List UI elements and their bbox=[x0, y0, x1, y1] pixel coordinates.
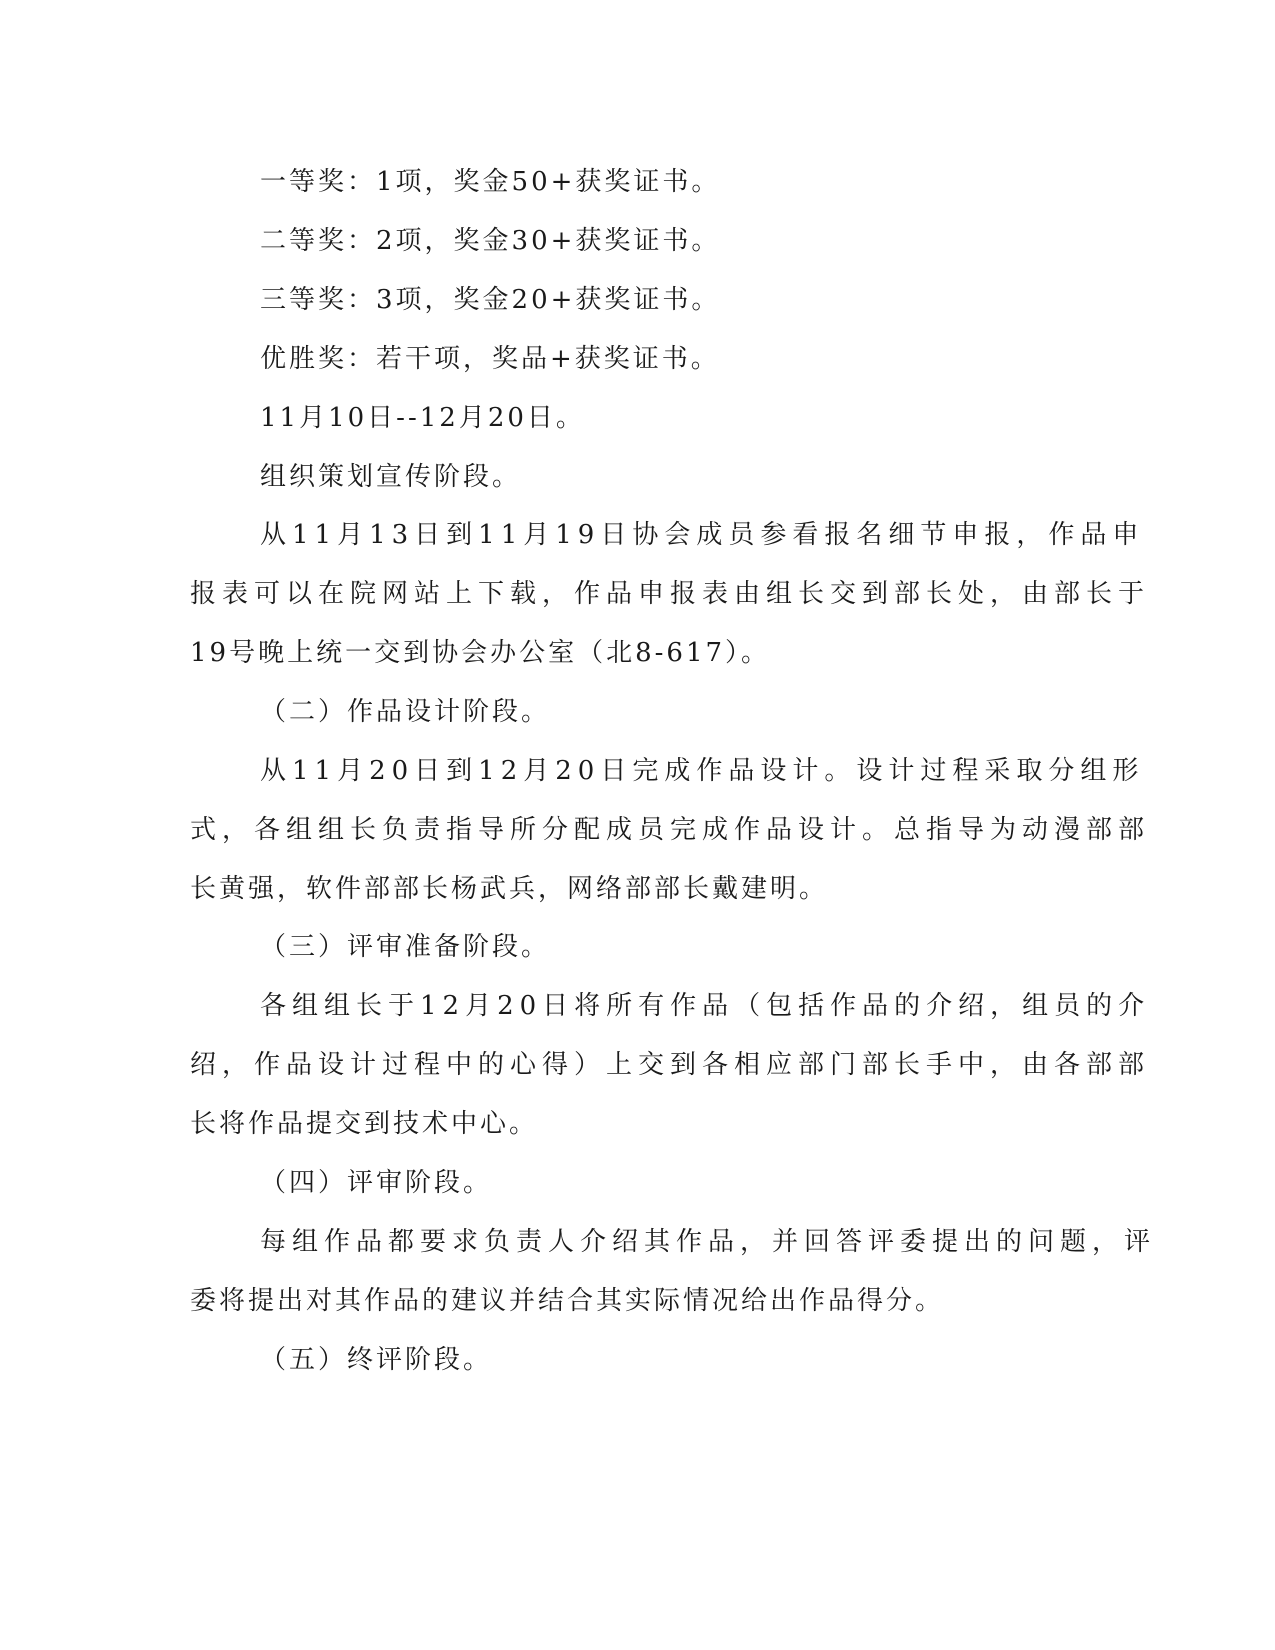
stage-heading-review-prep: （三）评审准备阶段。 bbox=[260, 932, 551, 962]
paragraph-line: 长黄强，软件部部长杨武兵，网络部部长戴建明。 bbox=[190, 874, 829, 904]
paragraph-line: 从11月20日到12月20日完成作品设计。设计过程采取分组形 bbox=[260, 756, 1145, 786]
award-merit-prize: 优胜奖：若干项，奖品+获奖证书。 bbox=[260, 344, 720, 374]
paragraph-line: 各组组长于12月20日将所有作品（包括作品的介绍，组员的介 bbox=[260, 991, 1151, 1021]
paragraph-line: 19号晚上统一交到协会办公室（北8-617）。 bbox=[190, 638, 771, 668]
paragraph-line: 从11月13日到11月19日协会成员参看报名细节申报，作品申 bbox=[260, 520, 1145, 550]
date-range: 11月10日--12月20日。 bbox=[260, 403, 585, 433]
paragraph-line: 式，各组组长负责指导所分配成员完成作品设计。总指导为动漫部部 bbox=[190, 815, 1151, 845]
stage-heading-design: （二）作品设计阶段。 bbox=[260, 697, 551, 727]
paragraph-line: 委将提出对其作品的建议并结合其实际情况给出作品得分。 bbox=[190, 1286, 945, 1316]
paragraph-line: 长将作品提交到技术中心。 bbox=[190, 1109, 539, 1139]
stage-heading-final-review: （五）终评阶段。 bbox=[260, 1345, 493, 1375]
stage-heading-review: （四）评审阶段。 bbox=[260, 1168, 493, 1198]
award-first-prize: 一等奖：1项，奖金50+获奖证书。 bbox=[260, 167, 721, 197]
stage-heading-planning: 组织策划宣传阶段。 bbox=[260, 462, 522, 492]
paragraph-line: 报表可以在院网站上下载，作品申报表由组长交到部长处，由部长于 bbox=[190, 579, 1151, 609]
paragraph-line: 每组作品都要求负责人介绍其作品，并回答评委提出的问题，评 bbox=[260, 1227, 1157, 1257]
award-second-prize: 二等奖：2项，奖金30+获奖证书。 bbox=[260, 226, 721, 256]
paragraph-line: 绍，作品设计过程中的心得）上交到各相应部门部长手中，由各部部 bbox=[190, 1050, 1151, 1080]
award-third-prize: 三等奖：3项，奖金20+获奖证书。 bbox=[260, 285, 721, 315]
